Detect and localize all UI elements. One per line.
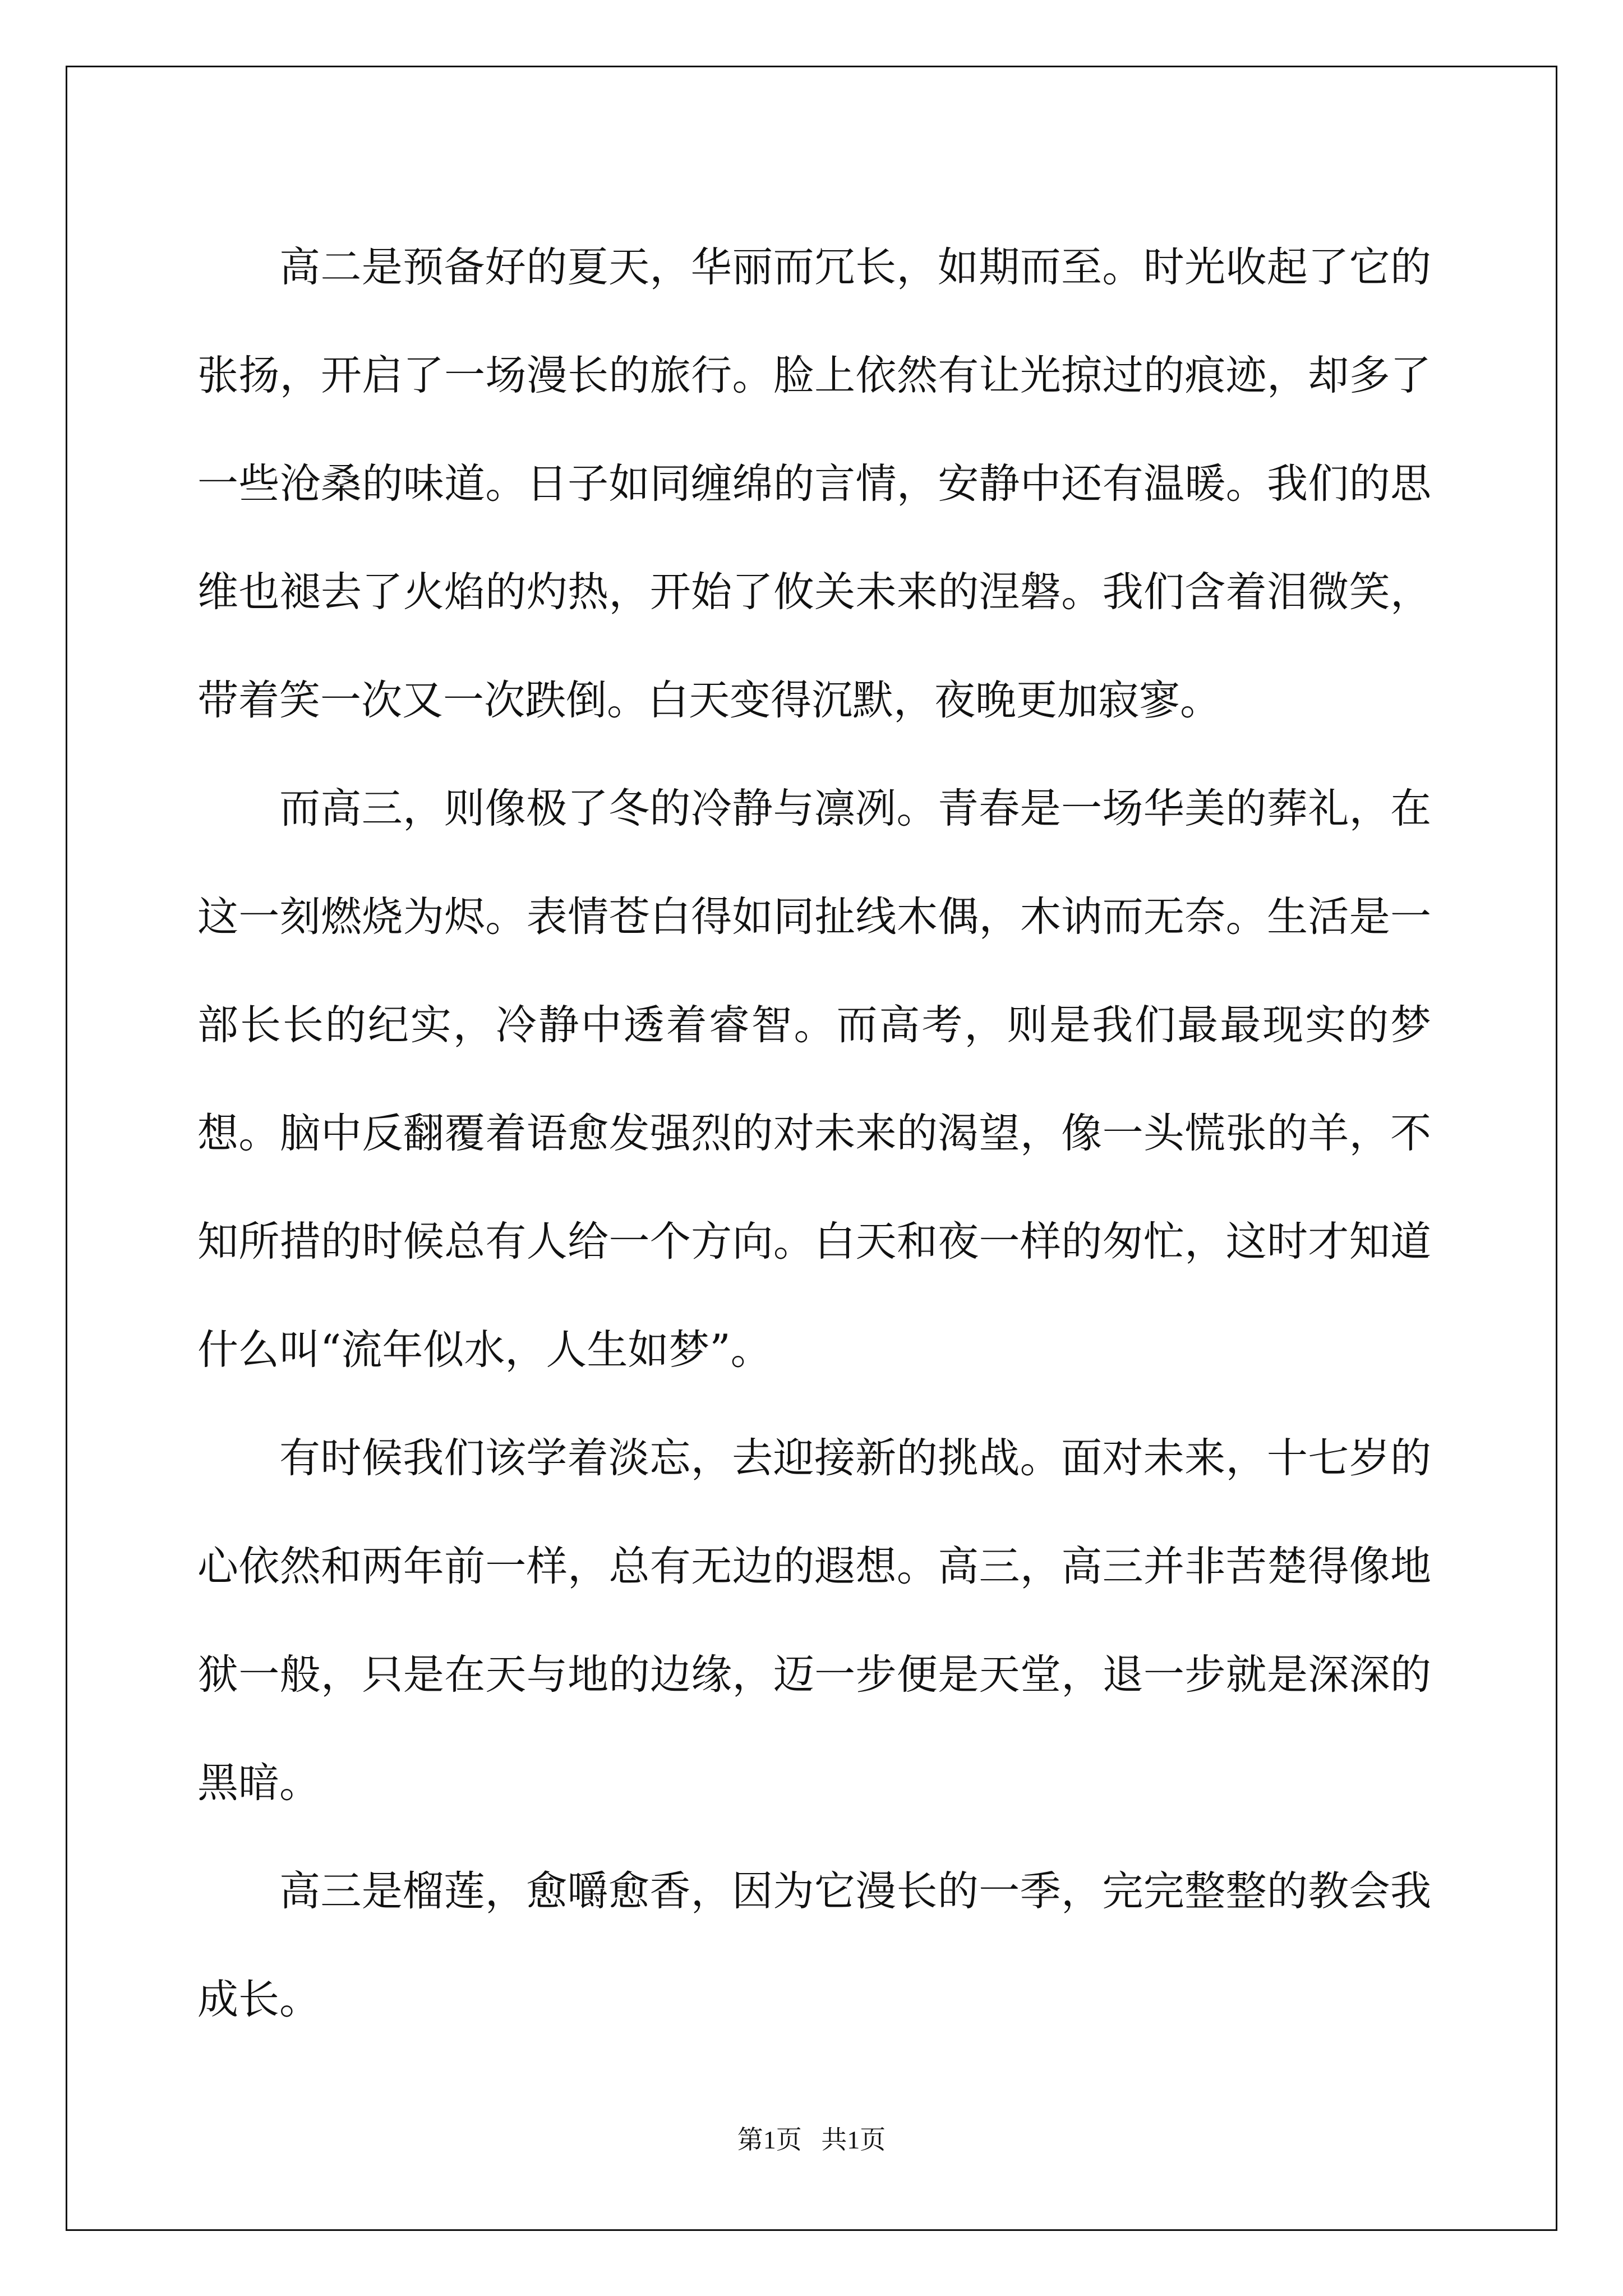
paragraph-4: 高三是榴莲，愈嚼愈香，因为它漫长的一季，完完整整的教会我成长。 <box>197 1867 1431 2023</box>
page-number-footer: 第1页 共1页 <box>737 2125 886 2154</box>
paragraph-3: 有时候我们该学着淡忘，去迎接新的挑战。面对未来，十七岁的心依然和两年前一样，总有无边的遐想。高三，高三并非苦楚得像地狱一般，只是在天与地的边缘，迈一步便是天堂，退一步就是深深的黑暗。 <box>197 1434 1431 1807</box>
paragraph-2: 而高三，则像极了冬的冷静与凛冽。青春是一场华美的葬礼，在这一刻燃烧为烬。表情苍白得如同扯线木偶，木讷而无奈。生活是一部长长的纪实，冷静中透着睿智。而高考，则是我们最最现实的梦想。脑中反翻覆着语愈发强烈的对未来的渴望，像一头慌张的羊，不知所措的时候总有人给一个方向。白天和夜一样的匆忙，这时才知道什么叫“流年似水，人生如梦”。 <box>197 785 1431 1374</box>
paragraph-1: 高二是预备好的夏天，华丽而冗长，如期而至。时光收起了它的张扬，开启了一场漫长的旅行。脸上依然有让光掠过的痕迹，却多了一些沧桑的味道。日子如同缠绵的言情，安静中还有温暖。我们的思维也褪去了火焰的灼热，开始了攸关未来的涅磐。我们含着泪微笑，带着笑一次又一次跌倒。白天变得沉默，夜晚更加寂寥。 <box>197 243 1431 724</box>
document-body <box>197 213 1431 2054</box>
